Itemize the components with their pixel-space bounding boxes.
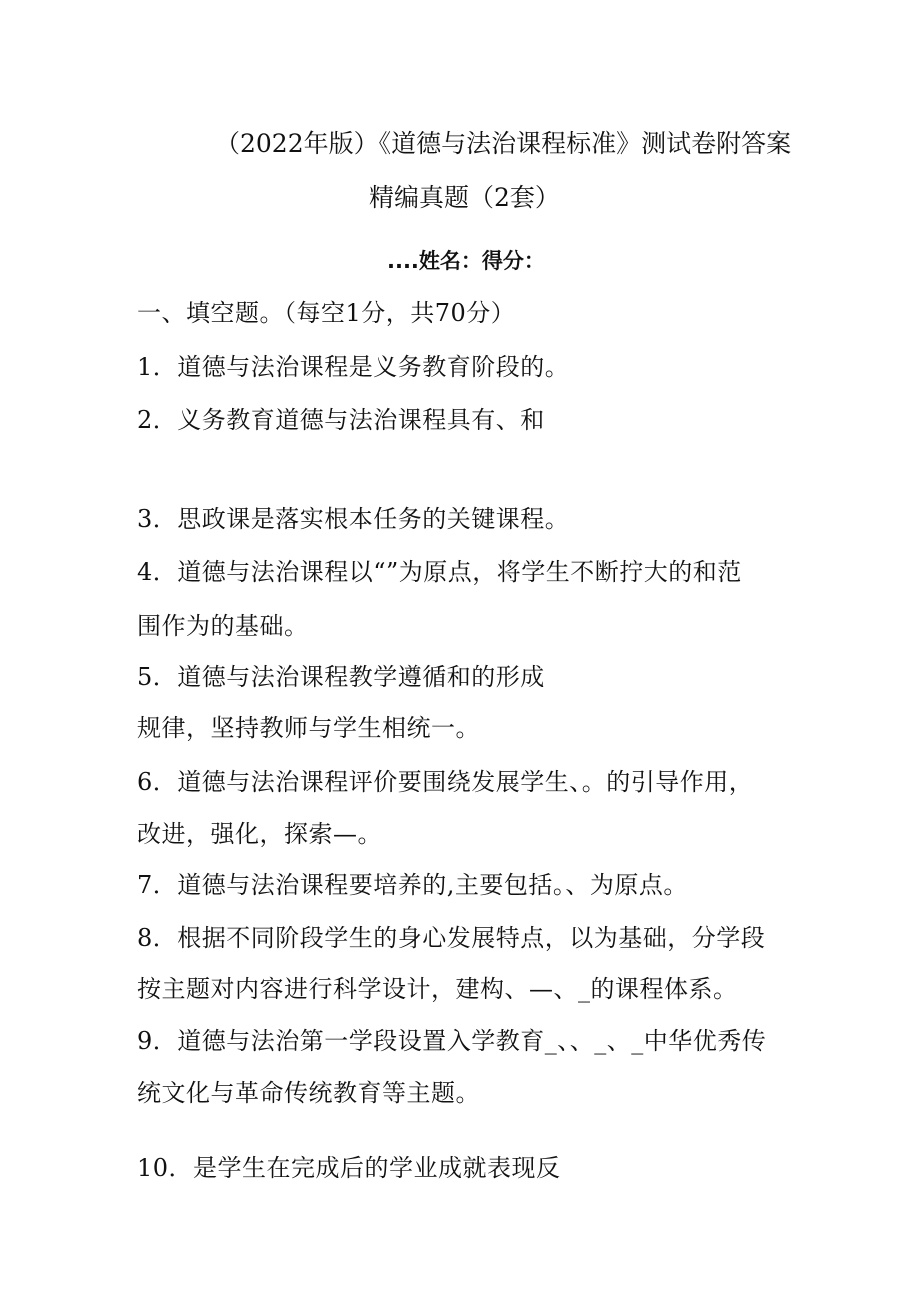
question-5-continued: 规律，坚持教师与学生相统一。: [137, 714, 480, 742]
question-9: 9．道德与法治第一学段设置入学教育_、、_、_中华优秀传: [137, 1027, 767, 1055]
question-6: 6．道德与法治课程评价要围绕发展学生、。的引导作用，: [137, 768, 754, 796]
document-subtitle: 精编真题（2套）: [369, 183, 560, 212]
question-8-continued: 按主题对内容进行科学设计，建构、—、_的课程体系。: [137, 975, 738, 1003]
question-6-continued: 改进，强化，探索—。: [137, 820, 382, 848]
question-4-continued: 围作为的基础。: [137, 612, 309, 640]
name-score-line: ....姓名：得分：: [387, 249, 545, 273]
question-1: 1．道德与法治课程是义务教育阶段的。: [137, 353, 570, 381]
question-4: 4．道德与法治课程以“”为原点，将学生不断拧大的和范: [137, 558, 742, 586]
section-heading: 一、填空题。（每空1分，共70分）: [137, 299, 516, 327]
question-5: 5．道德与法治课程教学遵循和的形成: [137, 663, 545, 691]
question-8: 8．根据不同阶段学生的身心发展特点，以为基础，分学段: [137, 924, 766, 952]
question-7: 7．道德与法治课程要培养的,主要包括。、为原点。: [137, 871, 688, 899]
question-9-continued: 统文化与革命传统教育等主题。: [137, 1079, 480, 1107]
question-10: 10．是学生在完成后的学业成就表现反: [137, 1154, 561, 1182]
question-2: 2．义务教育道德与法治课程具有、和: [137, 406, 545, 434]
question-3: 3．思政课是落实根本任务的关键课程。: [137, 505, 570, 533]
document-title: （2022年版）《道德与法治课程标准》测试卷附答案: [215, 129, 792, 158]
